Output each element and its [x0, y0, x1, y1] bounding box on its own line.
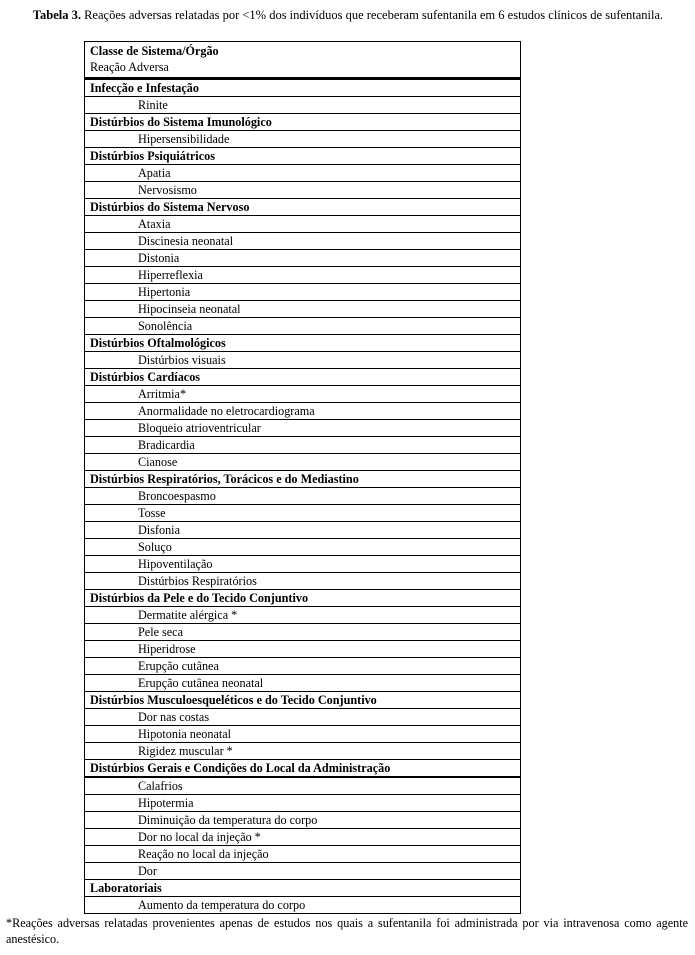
- category-cell: Distúrbios do Sistema Imunológico: [85, 114, 521, 131]
- table-caption: [8, 7, 688, 23]
- category-cell: Distúrbios Oftalmológicos: [85, 335, 521, 352]
- reaction-cell: Pele seca: [85, 624, 521, 641]
- reaction-cell: Nervosismo: [85, 182, 521, 199]
- reaction-row: [85, 777, 521, 795]
- category-row: [85, 148, 521, 165]
- reaction-cell: Dor: [85, 863, 521, 880]
- reaction-cell: Hipoventilação: [85, 556, 521, 573]
- category-row: [85, 880, 521, 897]
- reaction-row: [85, 301, 521, 318]
- reaction-cell: Dor nas costas: [85, 709, 521, 726]
- category-cell: Distúrbios do Sistema Nervoso: [85, 199, 521, 216]
- reaction-row: [85, 454, 521, 471]
- reaction-cell: Reação no local da injeção: [85, 846, 521, 863]
- reaction-row: [85, 505, 521, 522]
- reaction-row: [85, 795, 521, 812]
- reaction-row: [85, 556, 521, 573]
- reaction-cell: Hipertonia: [85, 284, 521, 301]
- table-header-cell: [85, 42, 521, 79]
- reaction-row: [85, 318, 521, 335]
- reaction-cell: Dor no local da injeção *: [85, 829, 521, 846]
- reaction-cell: Soluço: [85, 539, 521, 556]
- reaction-cell: Discinesia neonatal: [85, 233, 521, 250]
- reaction-cell: Hipersensibilidade: [85, 131, 521, 148]
- reaction-row: [85, 437, 521, 454]
- reaction-row: [85, 641, 521, 658]
- reaction-cell: Rinite: [85, 97, 521, 114]
- caption-text: Reações adversas relatadas por <1% dos indivíduos que receberam sufentanila em 6 estudos clínicos de sufentanila.: [84, 8, 664, 22]
- reaction-row: [85, 284, 521, 301]
- reaction-row: [85, 846, 521, 863]
- reaction-cell: Erupção cutânea: [85, 658, 521, 675]
- category-row: [85, 114, 521, 131]
- category-cell: Distúrbios Gerais e Condições do Local da Administração: [85, 760, 521, 778]
- reaction-row: [85, 250, 521, 267]
- reaction-row: [85, 352, 521, 369]
- reaction-cell: Distúrbios visuais: [85, 352, 521, 369]
- reaction-row: [85, 539, 521, 556]
- reaction-row: [85, 829, 521, 846]
- reaction-row: [85, 624, 521, 641]
- reaction-cell: Diminuição da temperatura do corpo: [85, 812, 521, 829]
- category-cell: Distúrbios da Pele e do Tecido Conjuntivo: [85, 590, 521, 607]
- category-row: [85, 692, 521, 709]
- reaction-row: [85, 131, 521, 148]
- category-cell: Distúrbios Cardíacos: [85, 369, 521, 386]
- reaction-row: [85, 573, 521, 590]
- reaction-row: [85, 420, 521, 437]
- reaction-cell: Apatia: [85, 165, 521, 182]
- reaction-cell: Calafrios: [85, 777, 521, 795]
- reaction-cell: Tosse: [85, 505, 521, 522]
- reaction-row: [85, 897, 521, 914]
- category-row: [85, 471, 521, 488]
- reaction-cell: Hipocinseia neonatal: [85, 301, 521, 318]
- reaction-cell: Hipotonia neonatal: [85, 726, 521, 743]
- category-row: [85, 760, 521, 778]
- reaction-row: [85, 386, 521, 403]
- category-row: [85, 199, 521, 216]
- reaction-cell: Hiperreflexia: [85, 267, 521, 284]
- category-cell: Laboratoriais: [85, 880, 521, 897]
- header-class-label: Classe de Sistema/Órgão: [90, 44, 219, 58]
- category-row: [85, 79, 521, 97]
- reaction-cell: Aumento da temperatura do corpo: [85, 897, 521, 914]
- reaction-row: [85, 743, 521, 760]
- reaction-cell: Disfonia: [85, 522, 521, 539]
- reaction-row: [85, 658, 521, 675]
- reaction-row: [85, 267, 521, 284]
- reaction-row: [85, 522, 521, 539]
- reaction-cell: Ataxia: [85, 216, 521, 233]
- category-cell: Infecção e Infestação: [85, 79, 521, 97]
- reaction-row: [85, 182, 521, 199]
- caption-label: Tabela 3.: [32, 8, 81, 22]
- reaction-row: [85, 165, 521, 182]
- footnote: *Reações adversas relatadas provenientes apenas de estudos nos quais a sufentanila foi administrada por via intravenosa como agente anestésico.: [6, 916, 688, 946]
- adverse-reactions-table: [84, 41, 521, 914]
- category-cell: Distúrbios Psiquiátricos: [85, 148, 521, 165]
- reaction-cell: Hipotermia: [85, 795, 521, 812]
- reaction-cell: Rigidez muscular *: [85, 743, 521, 760]
- reaction-row: [85, 607, 521, 624]
- category-cell: Distúrbios Respiratórios, Torácicos e do Mediastino: [85, 471, 521, 488]
- reaction-cell: Distonia: [85, 250, 521, 267]
- reaction-cell: Distúrbios Respiratórios: [85, 573, 521, 590]
- reaction-row: [85, 97, 521, 114]
- header-reaction-label: Reação Adversa: [90, 60, 169, 74]
- category-row: [85, 335, 521, 352]
- reaction-cell: Broncoespasmo: [85, 488, 521, 505]
- reaction-row: [85, 216, 521, 233]
- category-cell: Distúrbios Musculoesqueléticos e do Tecido Conjuntivo: [85, 692, 521, 709]
- table-header-row: [85, 42, 521, 79]
- reaction-row: [85, 709, 521, 726]
- reaction-cell: Bloqueio atrioventricular: [85, 420, 521, 437]
- reaction-row: [85, 488, 521, 505]
- reaction-row: [85, 233, 521, 250]
- reaction-row: [85, 863, 521, 880]
- reaction-cell: Dermatite alérgica *: [85, 607, 521, 624]
- reaction-cell: Bradicardia: [85, 437, 521, 454]
- table-body: [85, 42, 521, 914]
- reaction-row: [85, 726, 521, 743]
- reaction-row: [85, 675, 521, 692]
- reaction-cell: Anormalidade no eletrocardiograma: [85, 403, 521, 420]
- reaction-row: [85, 403, 521, 420]
- reaction-cell: Cianose: [85, 454, 521, 471]
- reaction-cell: Erupção cutânea neonatal: [85, 675, 521, 692]
- reaction-cell: Hiperidrose: [85, 641, 521, 658]
- reaction-cell: Arritmia*: [85, 386, 521, 403]
- category-row: [85, 369, 521, 386]
- category-row: [85, 590, 521, 607]
- reaction-row: [85, 812, 521, 829]
- reaction-cell: Sonolência: [85, 318, 521, 335]
